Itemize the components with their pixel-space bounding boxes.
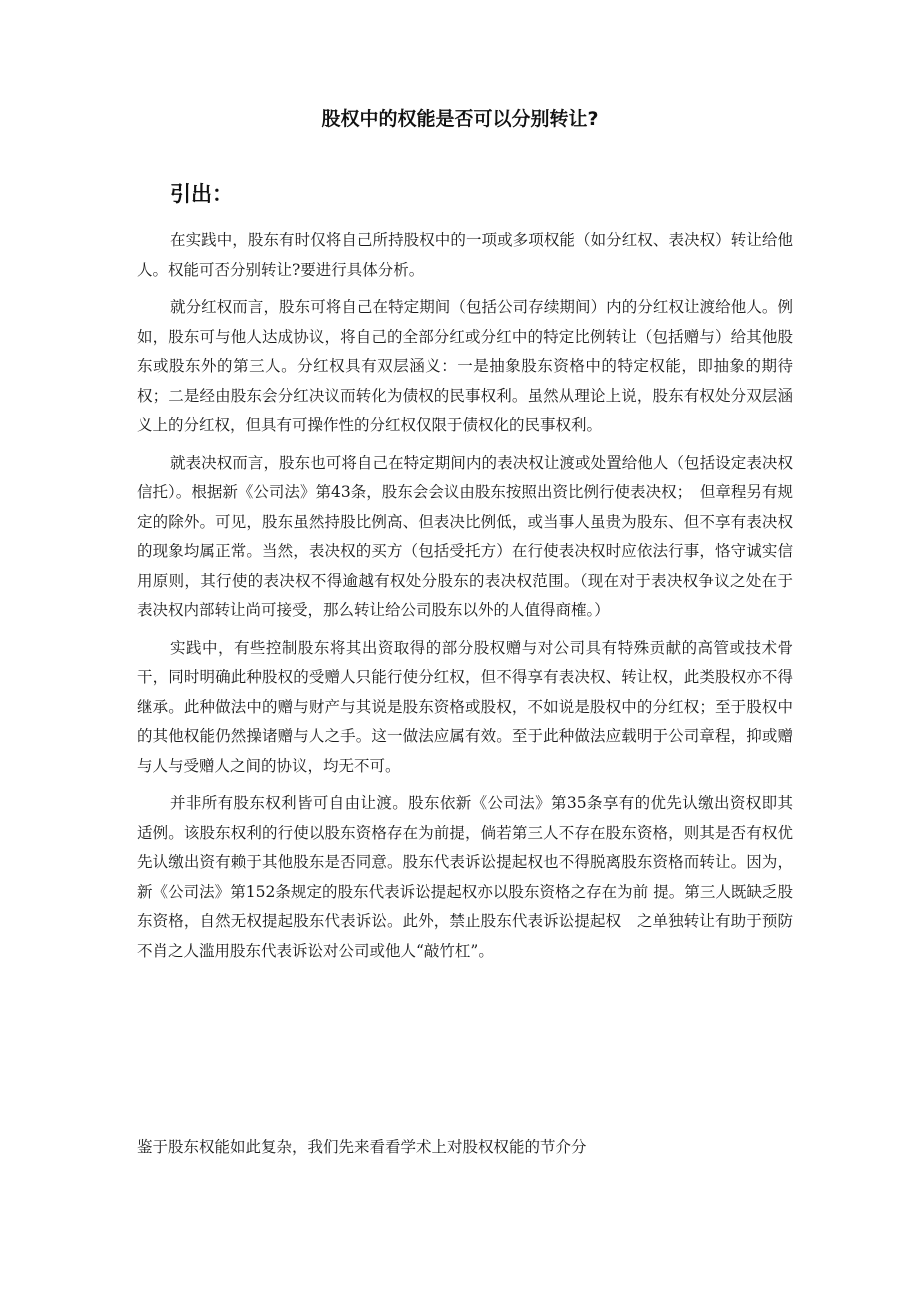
paragraph-2: 就分红权而言，股东可将自己在特定期间（包括公司存续期间）内的分红权让渡给他人。例如，股东可与他人达成协议，将自己的全部分红或分红中的特定比例转让（包括赠与）给其他股东或股东外的第三人。分红权具有双层涵义：一是抽象股东资格中的特定权能，即抽象的期待权；二是经由股东会分红决议而转化为债权的民事权利。虽然从理论上说，股东有权处分双层涵义上的分红权，但具有可操作性的分红权仅限于债权化的民事权利。	[137, 298, 793, 434]
document-body	[137, 226, 793, 974]
section-heading: 引出：	[170, 182, 233, 206]
paragraph-5: 并非所有股东权利皆可自由让渡。股东依新《公司法》第35条享有的优先认缴出资权即其适例。该股东权利的行使以股东资格存在为前提，倘若第三人不存在股东资格，则其是否有权优先认缴出资有赖于其他股东是否同意。股东代表诉讼提起权也不得脱离股东资格而转让。因为，新《公司法》第152条规定的股东代表诉讼提起权亦以股东资格之存在为前 提。第三人既缺乏股东资格，自然无权提起股东代表诉讼。此外，禁止股东代表诉讼提起权 之单独转让有助于预防不肖之人滥用股东代表诉讼对公司或他人“敲竹杠”。	[137, 794, 793, 960]
closing-line: 鉴于股东权能如此复杂，我们先来看看学术上对股权权能的节介分	[137, 1138, 587, 1156]
document-title: 股权中的权能是否可以分别转让?	[321, 108, 599, 130]
paragraph-1: 在实践中，股东有时仅将自己所持股权中的一项或多项权能（如分红权、表决权）转让给他人。权能可否分别转让?要进行具体分析。	[137, 231, 793, 279]
paragraph-4: 实践中，有些控制股东将其出资取得的部分股权赠与对公司具有特殊贡献的高管或技术骨干，同时明确此种股权的受赠人只能行使分红权，但不得享有表决权、转让权，此类股权亦不得继承。此种做法中的赠与财产与其说是股东资格或股权，不如说是股权中的分红权；至于股权中的其他权能仍然操诸赠与人之手。这一做法应属有效。至于此种做法应载明于公司章程，抑或赠与人与受赠人之间的协议，均无不可。	[137, 638, 793, 775]
paragraph-3: 就表决权而言，股东也可将自己在特定期间内的表决权让渡或处置给他人（包括设定表决权信托）。根据新《公司法》第43条，股东会会议由股东按照出资比例行使表决权； 但章程另有规定的除外。可见，股东虽然持股比例高、但表决比例低，或当事人虽贵为股东、但不享有表决权的现象均属正常。当然，表决权的买方（包括受托方）在行使表决权时应依法行事，恪守诚实信用原则，其行使的表决权不得逾越有权处分股东的表决权范围。（现在对于表决权争议之处在于表决权内部转让尚可接受，那么转让给公司股东以外的人值得商榷。）	[137, 453, 793, 619]
